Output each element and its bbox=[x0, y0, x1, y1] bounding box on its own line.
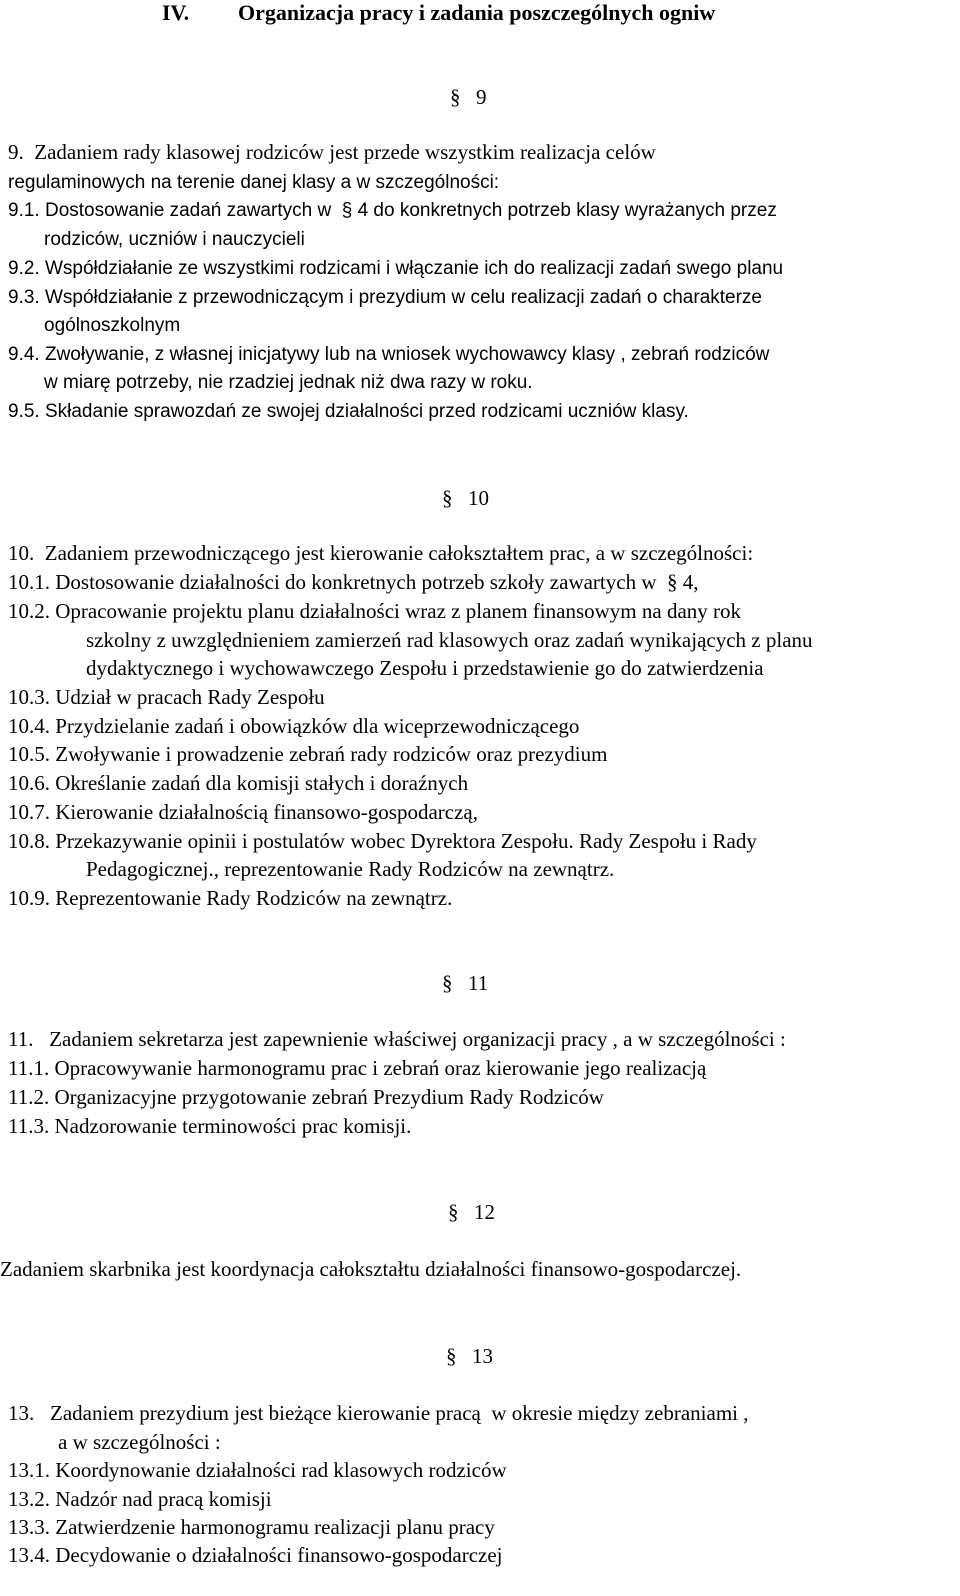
section-line: szkolny z uwzględnieniem zamierzeń rad klasowych oraz zadań wynikających z planu bbox=[86, 628, 813, 652]
section-heading-9 bbox=[450, 84, 487, 110]
section-heading-10 bbox=[442, 485, 489, 511]
section-line: 13. Zadaniem prezydium jest bieżące kierowanie pracą w okresie między zebraniami , bbox=[8, 1401, 749, 1425]
section-line: 11.3. Nadzorowanie terminowości prac komisji. bbox=[8, 1114, 412, 1138]
section-line: 9.1. Dostosowanie zadań zawartych w § 4 do konkretnych potrzeb klasy wyrażanych przez bbox=[8, 200, 777, 221]
paragraph-sign: § bbox=[450, 85, 461, 109]
section-line: 13.2. Nadzór nad pracą komisji bbox=[8, 1487, 272, 1511]
section-line: 13.4. Decydowanie o działalności finansowo-gospodarczej bbox=[8, 1543, 503, 1567]
section-number: 10 bbox=[468, 486, 489, 510]
section-line: 10.8. Przekazywanie opinii i postulatów wobec Dyrektora Zespołu. Rady Zespołu i Rady bbox=[8, 829, 757, 853]
section-line: 9.2. Współdziałanie ze wszystkimi rodzicami i włączanie ich do realizacji zadań swego planu bbox=[8, 258, 784, 279]
section-line: 9.5. Składanie sprawozdań ze swojej działalności przed rodzicami uczniów klasy. bbox=[8, 401, 689, 422]
section-line: 11.2. Organizacyjne przygotowanie zebrań Prezydium Rady Rodziców bbox=[8, 1085, 604, 1109]
chapter-heading bbox=[162, 0, 715, 26]
section-line: 10.1. Dostosowanie działalności do konkretnych potrzeb szkoły zawartych w § 4, bbox=[8, 570, 699, 594]
section-line: 9.4. Zwoływanie, z własnej inicjatywy lub na wniosek wychowawcy klasy , zebrań rodziców bbox=[8, 344, 770, 365]
section-heading-13 bbox=[446, 1343, 493, 1369]
section-line: 10.7. Kierowanie działalnością finansowo-gospodarczą, bbox=[8, 800, 478, 824]
section-line: 10.5. Zwoływanie i prowadzenie zebrań rady rodziców oraz prezydium bbox=[8, 742, 608, 766]
section-line: regulaminowych na terenie danej klasy a w szczególności: bbox=[8, 172, 500, 193]
paragraph-sign: § bbox=[446, 1344, 457, 1368]
section-line: 13.3. Zatwierdzenie harmonogramu realizacji planu pracy bbox=[8, 1515, 495, 1539]
section-line: 11.1. Opracowywanie harmonogramu prac i zebrań oraz kierowanie jego realizacją bbox=[8, 1056, 707, 1080]
section-line: 10.4. Przydzielanie zadań i obowiązków dla wiceprzewodniczącego bbox=[8, 714, 580, 738]
section-line: ogólnoszkolnym bbox=[44, 315, 181, 336]
chapter-number: IV. bbox=[162, 0, 190, 25]
section-line: 9. Zadaniem rady klasowej rodziców jest przede wszystkim realizacja celów bbox=[8, 140, 656, 164]
section-line: a w szczególności : bbox=[58, 1430, 221, 1454]
section-line: 10.9. Reprezentowanie Rady Rodziców na zewnątrz. bbox=[8, 886, 453, 910]
section-line: Pedagogicznej., reprezentowanie Rady Rodziców na zewnątrz. bbox=[86, 857, 615, 881]
section-line: 10. Zadaniem przewodniczącego jest kierowanie całokształtem prac, a w szczególności: bbox=[8, 541, 754, 565]
paragraph-sign: § bbox=[442, 971, 453, 995]
section-line: Zadaniem skarbnika jest koordynacja całokształtu działalności finansowo-gospodarczej. bbox=[0, 1257, 742, 1281]
paragraph-sign: § bbox=[448, 1200, 459, 1224]
section-line: 11. Zadaniem sekretarza jest zapewnienie właściwej organizacji pracy , a w szczególności : bbox=[8, 1027, 786, 1051]
section-line: 13.1. Koordynowanie działalności rad klasowych rodziców bbox=[8, 1458, 507, 1482]
section-number: 13 bbox=[472, 1344, 493, 1368]
section-line: 9.3. Współdziałanie z przewodniczącym i prezydium w celu realizacji zadań o charakterze bbox=[8, 287, 762, 308]
section-line: 10.6. Określanie zadań dla komisji stałych i doraźnych bbox=[8, 771, 469, 795]
section-heading-11 bbox=[442, 970, 488, 996]
section-heading-12 bbox=[448, 1199, 495, 1225]
paragraph-sign: § bbox=[442, 486, 453, 510]
section-number: 12 bbox=[474, 1200, 495, 1224]
section-number: 11 bbox=[468, 971, 489, 995]
section-line: 10.2. Opracowanie projektu planu działalności wraz z planem finansowym na dany rok bbox=[8, 599, 742, 623]
section-line: rodziców, uczniów i nauczycieli bbox=[44, 229, 305, 250]
section-line: 10.3. Udział w pracach Rady Zespołu bbox=[8, 685, 325, 709]
section-number: 9 bbox=[476, 85, 487, 109]
chapter-title: Organizacja pracy i zadania poszczególnych ogniw bbox=[238, 0, 716, 25]
section-line: w miarę potrzeby, nie rzadziej jednak niż dwa razy w roku. bbox=[44, 372, 533, 393]
section-line: dydaktycznego i wychowawczego Zespołu i przedstawienie go do zatwierdzenia bbox=[86, 656, 764, 680]
